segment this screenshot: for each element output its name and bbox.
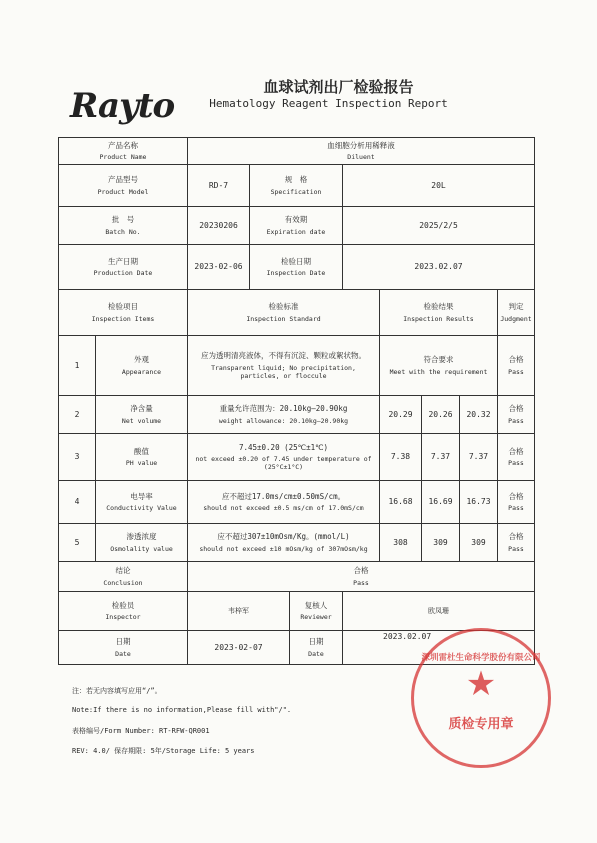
inspector-date: 2023-02-07 [188,631,290,665]
result-value: 7.38 [380,434,422,481]
row-number: 4 [59,481,96,524]
note-cn: 注：若无内容填写应用“/”。 [72,687,162,695]
item-name: 酸值 PH value [96,434,188,481]
revision-info: REV: 4.0/ 保存期限: 5年/Storage Life: 5 years [72,747,255,755]
company-logo: Rayto [70,86,175,126]
item-name: 渗透浓度 Osmolality value [96,524,188,562]
production-date-value: 2023-02-06 [188,245,250,290]
table-row [59,396,535,434]
table-row [59,434,535,481]
reviewer-signature: 欧凤珊 [343,592,535,631]
specification-value: 20L [343,165,535,207]
batch-label: 批 号 Batch No. [59,207,188,245]
stamp-company-text: 深圳雷杜生命科学股份有限公司 [421,653,541,663]
product-model-value: RD-7 [188,165,250,207]
row-number: 2 [59,396,96,434]
item-standard: 应不超过17.0ms/cm±0.50mS/cm。 should not exceed ±0.5 ms/cm of 17.0mS/cm [188,481,380,524]
conclusion-value: 合格 Pass [188,562,535,592]
item-judgment: 合格 Pass [498,396,535,434]
item-standard: 应不超过307±10mOsm/Kg。(mmol/L) should not exceed ±10 mOsm/kg of 307mOsm/kg [188,524,380,562]
result-value: 309 [460,524,498,562]
item-standard: 7.45±0.20 (25℃±1℃) not exceed ±0.20 of 7.45 under temperature of (25°C±1°C) [188,434,380,481]
batch-value: 20230206 [188,207,250,245]
result-value: 16.68 [380,481,422,524]
report-title-cn: 血球试剂出厂检验报告 [263,78,414,96]
result-value: 16.69 [422,481,460,524]
expiration-value: 2025/2/5 [343,207,535,245]
date-label: 日期 Date [59,631,188,665]
conclusion-label: 结论 Conclusion [59,562,188,592]
item-result: 符合要求 Meet with the requirement [380,336,498,396]
header-items: 检验项目 Inspection Items [59,290,188,336]
item-judgment: 合格 Pass [498,434,535,481]
item-name: 净含量 Net volume [96,396,188,434]
item-name: 外观 Appearance [96,336,188,396]
result-value: 309 [422,524,460,562]
inspection-date-value: 2023.02.07 [343,245,535,290]
inspector-signature: 韦梓军 [188,592,290,631]
row-number: 1 [59,336,96,396]
table-row [59,481,535,524]
reviewer-date-label: 日期 Date [290,631,343,665]
header-judgment: 判定 Judgment [498,290,535,336]
result-value: 20.32 [460,396,498,434]
header-results: 检验结果 Inspection Results [380,290,498,336]
result-value: 16.73 [460,481,498,524]
result-value: 308 [380,524,422,562]
result-value: 7.37 [422,434,460,481]
table-row [59,336,535,396]
stamp-seal-text: 质检专用章 [448,717,514,732]
expiration-label: 有效期 Expiration date [250,207,343,245]
table-row [59,524,535,562]
item-standard: 重量允许范围为：20.10kg—20.90kg weight allowance: 20.10kg—20.90kg [188,396,380,434]
report-title-en: Hematology Reagent Inspection Report [209,97,448,110]
row-number: 3 [59,434,96,481]
specification-label: 规 格 Specification [250,165,343,207]
product-name-value: 血细胞分析用稀释液 Diluent [188,138,535,165]
note-en: Note:If there is no information,Please fill with"/". [72,706,292,714]
row-number: 5 [59,524,96,562]
form-number: 表格编号/Form Number: RT-RFW-QR001 [72,727,210,735]
item-judgment: 合格 Pass [498,524,535,562]
inspection-date-label: 检验日期 Inspection Date [250,245,343,290]
production-date-label: 生产日期 Production Date [59,245,188,290]
star-icon: ★ [465,664,497,704]
result-value: 20.29 [380,396,422,434]
inspector-label: 检验员 Inspector [59,592,188,631]
result-value: 20.26 [422,396,460,434]
item-judgment: 合格 Pass [498,336,535,396]
product-model-label: 产品型号 Product Model [59,165,188,207]
reviewer-label: 复核人 Reviewer [290,592,343,631]
item-judgment: 合格 Pass [498,481,535,524]
inspection-table [58,137,535,665]
item-standard: 应为透明清亮液体，不得有沉淀、颗粒或絮状物。 Transparent liquid; No precipitation, particles, or floccule [188,336,380,396]
quality-inspection-stamp [411,628,551,768]
item-name: 电导率 Conductivity Value [96,481,188,524]
header-standard: 检验标准 Inspection Standard [188,290,380,336]
result-value: 7.37 [460,434,498,481]
reviewer-date: 2023.02.07 [343,631,535,665]
product-name-label: 产品名称 Product Name [59,138,188,165]
